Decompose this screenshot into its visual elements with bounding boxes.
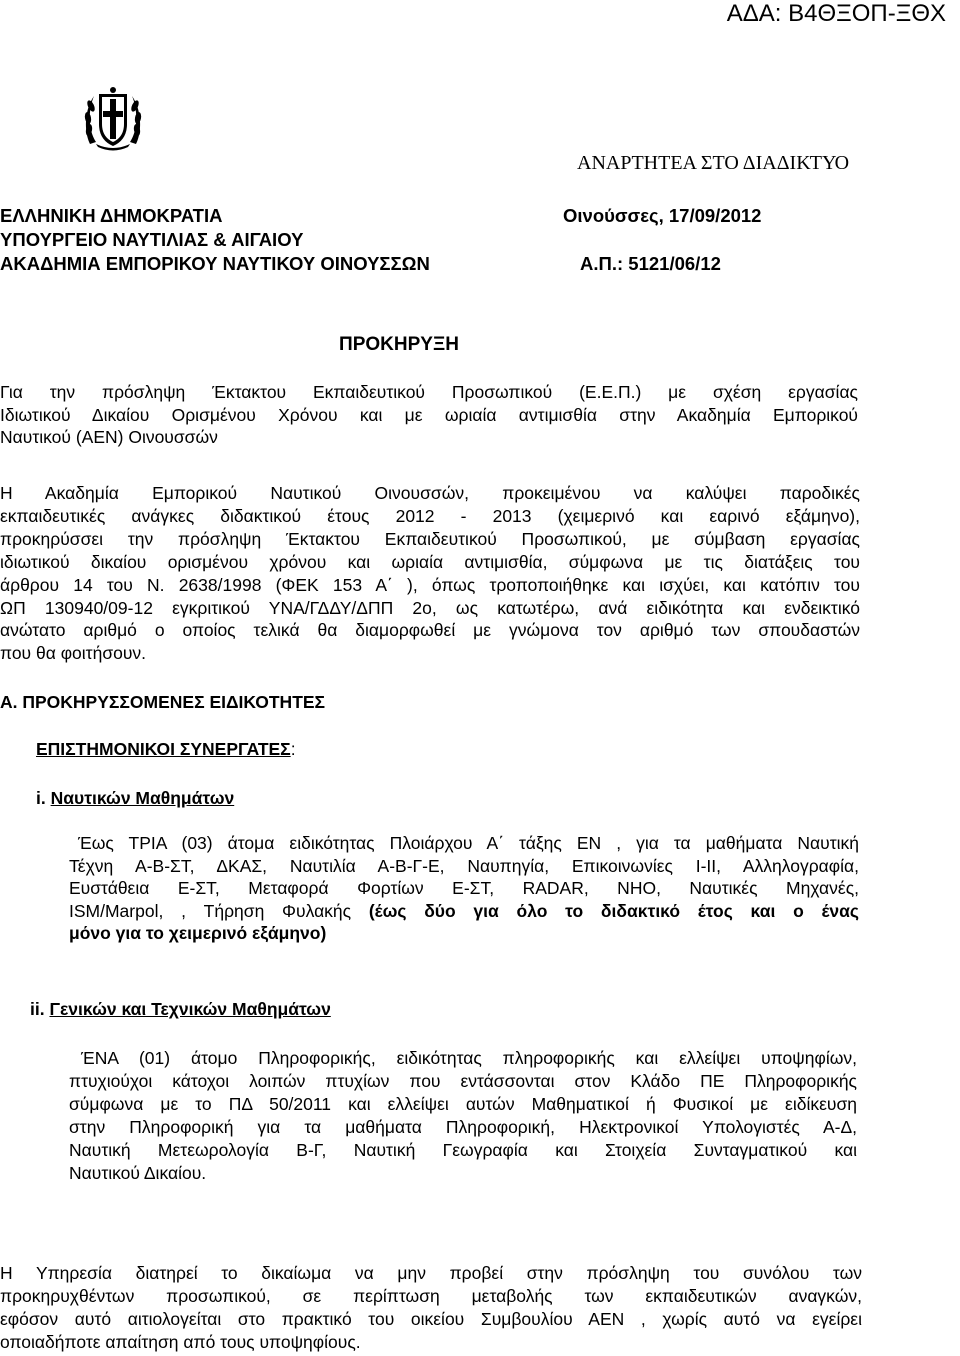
section-a-heading: Α. ΠΡΟΚΗΡΥΣΣΟΜΕΝΕΣ ΕΙΔΙΚΟΤΗΤΕΣ [0,692,326,712]
item-i-line: ISM/Marpol, , Τήρηση Φυλακής (έως δύο για όλο το διδακτικό έτος και ο ένας [69,900,859,921]
item-ii-heading: ii. Γενικών και Τεχνικών Μαθημάτων [30,999,331,1019]
intro-line: Η Ακαδημία Εμπορικού Ναυτικού Οινουσσών, προκειμένου να καλύψει παροδικές [0,483,860,503]
intro-line: άρθρου 14 του Ν. 2638/1998 (ΦΕΚ 153 Α΄ ), όπως τροποποιήθηκε και ισχύει, και κατόπιν του [0,574,860,595]
document-title: ΠΡΟΚΗΡΥΞΗ [339,334,459,355]
subject-line: Ναυτικού (ΑΕΝ) Οινουσσών [0,427,218,448]
closing-paragraph [0,1262,862,1354]
item-i-line: μόνο για το χειμερινό εξάμηνο) [69,923,327,944]
item-ii-line: πτυχιούχοι κάτοχοι λοιπών πτυχίων που εντάσσονται στον Κλάδο ΠΕ Πληροφορικής [69,1070,857,1091]
intro-line: εκπαιδευτικές ανάγκες διδακτικού έτους 2012 - 2013 (χειμερινό και εαρινό εξάμηνο), [0,505,860,526]
coat-of-arms-icon [82,84,144,152]
publish-note: ΑΝΑΡΤΗΤΕΑ ΣΤΟ ΔΙΑΔΙΚΤΥΟ [577,152,850,174]
item-i-line: Ευστάθεια Ε-ΣΤ, Μεταφορά Φορτίων Ε-ΣΤ, RADAR, ΝΗΟ, Ναυτικές Μηχανές, [69,878,859,899]
item-i-line: Τέχνη Α-Β-ΣΤ, ΔΚΑΣ, Ναυτιλία Α-Β-Γ-Ε, Ναυπηγία, Επικοινωνίες Ι-ΙΙ, Αλληλογραφία, [69,855,859,876]
item-ii-line: σύμφωνα με το ΠΔ 50/2011 και ελλείψει αυτών Μαθηματικοί ή Φυσικοί με ειδίκευση [69,1093,857,1114]
intro-line: που θα φοιτήσουν. [0,643,147,664]
item-i-paragraph [69,832,859,945]
item-ii-line: στην Πληροφορική για τα μαθήματα Πληροφορική, Ηλεκτρονικοί Υπολογιστές Α-Δ, [69,1116,857,1137]
item-ii-paragraph [69,1047,857,1184]
header-protocol: Α.Π.: 5121/06/12 [580,253,721,274]
subject-paragraph [0,381,858,449]
closing-line: Η Υπηρεσία διατηρεί το δικαίωμα να μην προβεί στην πρόσληψη του συνόλου των [0,1263,862,1283]
item-ii-line: ΈΝΑ (01) άτομο Πληροφορικής, ειδικότητας πληροφορικής και ελλείψει υποψηφίων, [81,1048,857,1068]
intro-line: ιδιωτικού δικαίου ορισμένου χρόνου και ωριαία αντιμισθία, σύμφωνα με τις διατάξεις του [0,551,860,572]
subject-line: Για την πρόσληψη Έκτακτου Εκπαιδευτικού Προσωπικού (Ε.Ε.Π.) με σχέση εργασίας [0,382,858,402]
item-i-line: Έως ΤΡΙΑ (03) άτομα ειδικότητας Πλοιάρχου Α΄ τάξης ΕΝ , για τα μαθήματα Ναυτική [78,833,859,853]
intro-line: προκηρύσσει την πρόσληψη Έκτακτου Εκπαιδευτικού Προσωπικού, με σύμβαση εργασίας [0,528,860,549]
header-academy: ΑΚΑΔΗΜΙΑ ΕΜΠΟΡΙΚΟΥ ΝΑΥΤΙΚΟΥ ΟΙΝΟΥΣΣΩΝ [0,253,430,274]
diavgeia-code: ΑΔΑ: Β4ΘΞΟΠ-ΞΘΧ [726,0,946,27]
header-ministry: ΥΠΟΥΡΓΕΙΟ ΝΑΥΤΙΛΙΑΣ & ΑΙΓΑΙΟΥ [0,229,304,250]
item-ii-line: Ναυτική Μετεωρολογία Β-Γ, Ναυτική Γεωγραφία και Στοιχεία Συνταγματικού και [69,1139,857,1160]
intro-line: ανώτατο αριθμό ο οποίος τελικά θα διαμορφωθεί με γνώμονα τον αριθμό των σπουδαστών [0,620,860,641]
intro-line: ΩΠ 130940/09-12 εγκριτικού ΥΝΑ/ΓΔΔΥ/ΔΠΠ 2ο, ως κατωτέρω, ανά ειδικότητα και ενδεικτικό [0,597,860,618]
closing-line: εφόσον αυτό αιτιολογείται στο πρακτικό του οικείου Συμβουλίου ΑΕΝ , χωρίς αυτό να εγείρει [0,1309,862,1329]
closing-line: προκηρυχθέντων προσωπικού, σε περίπτωση μεταβολής των εκπαιδευτικών αναγκών, [0,1286,862,1306]
item-i-heading: i. Ναυτικών Μαθημάτων [36,788,235,808]
intro-paragraph [0,482,860,665]
item-ii-line: Ναυτικού Δικαίου. [69,1162,207,1183]
closing-line: οποιαδήποτε απαίτηση από τους υποψηφίους. [0,1332,361,1352]
header-date: Οινούσσες, 17/09/2012 [563,205,762,226]
header-country: ΕΛΛΗΝΙΚΗ ΔΗΜΟΚΡΑΤΙΑ [0,205,223,226]
subsection-heading: ΕΠΙΣΤΗΜΟΝΙΚΟΙ ΣΥΝΕΡΓΑΤΕΣ: [36,739,296,759]
subject-line: Ιδιωτικού Δικαίου Ορισμένου Χρόνου και με ωριαία αντιμισθία στην Ακαδημία Εμπορικού [0,404,858,425]
